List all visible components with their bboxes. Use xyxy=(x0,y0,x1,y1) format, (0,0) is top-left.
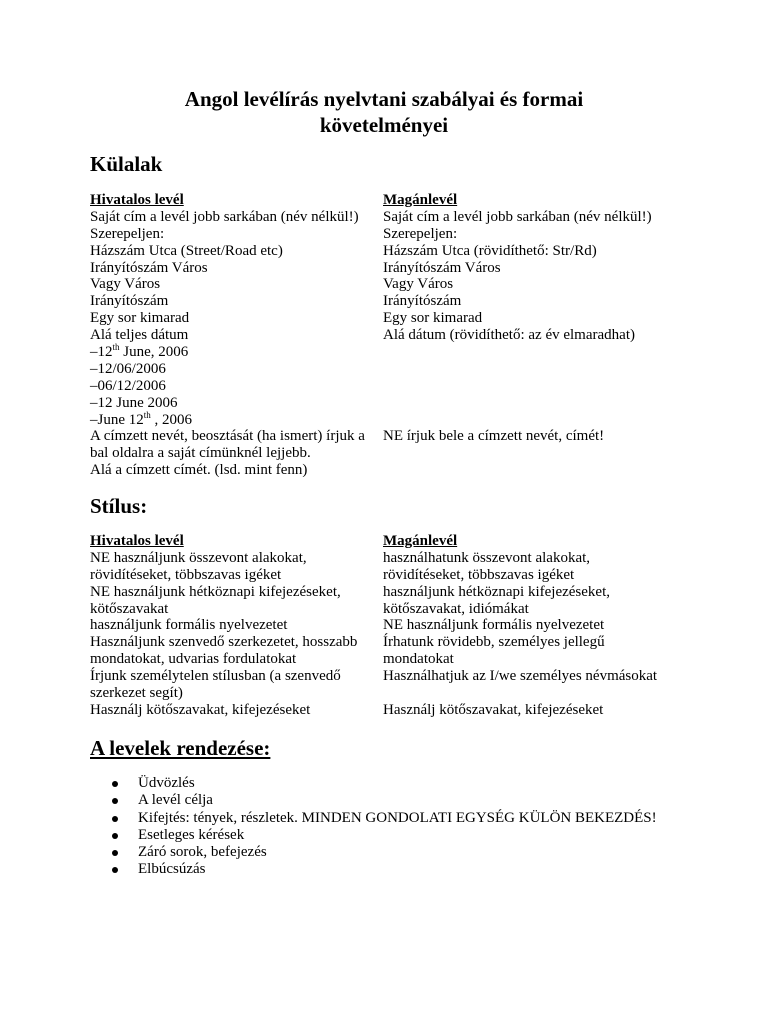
document-title xyxy=(110,86,658,138)
date-example-4: –12 June 2006 xyxy=(90,394,178,411)
text-line: mondatokat, udvarias fordulatokat xyxy=(90,651,297,668)
text-line: NE használjunk összevont alakokat, xyxy=(90,549,307,566)
text-line: Irányítószám xyxy=(90,293,169,310)
text-line: Alá dátum (rövidíthető: az év elmaradhat) xyxy=(383,327,635,344)
text-line: Házszám Utca (Street/Road etc) xyxy=(90,242,283,259)
bullet-icon xyxy=(112,867,118,873)
kulalak-hivatalos-column xyxy=(90,192,380,479)
list-item: Esetleges kérések xyxy=(112,827,657,844)
spacer xyxy=(383,412,683,429)
text-line: Szerepeljen: xyxy=(90,225,165,242)
stilus-hivatalos-column xyxy=(90,533,380,719)
bullet-icon xyxy=(112,850,118,856)
rendezes-list xyxy=(112,775,657,879)
kulalak-magan-column xyxy=(383,192,683,445)
text-line: Saját cím a levél jobb sarkában (név nélkül!) xyxy=(90,208,359,225)
date-example-5: –June 12th , 2006 xyxy=(90,409,193,428)
section-heading-kulalak: Külalak xyxy=(90,152,163,176)
date-example-3: –06/12/2006 xyxy=(90,377,166,394)
spacer xyxy=(383,361,683,378)
section-heading-rendezes: A levelek rendezése: xyxy=(90,736,271,760)
text-line: használjunk formális nyelvezetet xyxy=(90,617,288,634)
spacer xyxy=(383,395,683,412)
bullet-icon xyxy=(112,781,118,787)
text-line: NE használjunk formális nyelvezetet xyxy=(383,617,605,634)
title-line-2: követelményei xyxy=(319,113,449,137)
text-line: rövidítéseket, többszavas igéket xyxy=(383,566,575,583)
stilus-magan-column xyxy=(383,533,683,719)
section-heading-stilus: Stílus: xyxy=(90,494,148,518)
text-line: Alá teljes dátum xyxy=(90,327,189,344)
text-line: Használhatjuk az I/we személyes névmásokat xyxy=(383,668,658,685)
text-line: használjunk hétköznapi kifejezéseket, xyxy=(383,583,610,600)
text-line: Használj kötőszavakat, kifejezéseket xyxy=(383,701,604,718)
text-line: Irányítószám xyxy=(383,293,462,310)
list-item: A levél célja xyxy=(112,792,657,809)
text-line: használhatunk összevont alakokat, xyxy=(383,549,591,566)
text-line: Írjunk személytelen stílusban (a szenvedő xyxy=(90,668,341,685)
text-line: NE írjuk bele a címzett nevét, címét! xyxy=(383,428,605,445)
text-line: Használj kötőszavakat, kifejezéseket xyxy=(90,701,311,718)
list-item: Elbúcsúzás xyxy=(112,861,657,878)
bullet-icon xyxy=(112,816,118,822)
text-line: Egy sor kimarad xyxy=(90,310,190,327)
date-example-1: –12th June, 2006 xyxy=(90,342,189,361)
text-line: Vagy Város xyxy=(383,276,454,293)
text-line: kötőszavakat, idiómákat xyxy=(383,600,529,617)
text-line: Irányítószám Város xyxy=(383,259,501,276)
list-item: Záró sorok, befejezés xyxy=(112,844,657,861)
text-line: Szerepeljen: xyxy=(383,225,458,242)
text-line: NE használjunk hétköznapi kifejezéseket, xyxy=(90,583,341,600)
text-line: kötőszavakat xyxy=(90,600,169,617)
text-line: Írhatunk rövidebb, személyes jellegű xyxy=(383,634,605,651)
bullet-icon xyxy=(112,833,118,839)
list-item: Üdvözlés xyxy=(112,775,657,792)
text-line: Használjunk szenvedő szerkezetet, hosszabb xyxy=(90,634,358,651)
column-header-magan: Magánlevél xyxy=(383,192,458,208)
list-item: Kifejtés: tények, részletek. MINDEN GONDOLATI EGYSÉG KÜLÖN BEKEZDÉS! xyxy=(112,810,657,827)
text-line: bal oldalra a saját címünknél lejjebb. xyxy=(90,445,311,462)
text-line: Alá a címzett címét. (lsd. mint fenn) xyxy=(90,462,308,479)
bullet-icon xyxy=(112,798,118,804)
column-header-magan: Magánlevél xyxy=(383,533,458,549)
text-line: A címzett nevét, beosztását (ha ismert) írjuk a xyxy=(90,428,365,445)
text-line: mondatokat xyxy=(383,651,454,668)
date-example-2: –12/06/2006 xyxy=(90,360,166,377)
title-line-1: Angol levélírás nyelvtani szabályai és formai xyxy=(184,87,584,111)
text-line: rövidítéseket, többszavas igéket xyxy=(90,566,282,583)
spacer xyxy=(383,378,683,395)
text-line: szerkezet segít) xyxy=(90,685,183,702)
text-line: Egy sor kimarad xyxy=(383,310,483,327)
column-header-hivatalos: Hivatalos levél xyxy=(90,533,184,549)
column-header-hivatalos: Hivatalos levél xyxy=(90,192,184,208)
spacer xyxy=(383,344,683,361)
text-line: Vagy Város xyxy=(90,276,161,293)
text-line: Házszám Utca (rövidíthető: Str/Rd) xyxy=(383,242,597,259)
text-line xyxy=(383,685,683,702)
text-line: Saját cím a levél jobb sarkában (név nélkül!) xyxy=(383,208,652,225)
text-line: Irányítószám Város xyxy=(90,259,208,276)
